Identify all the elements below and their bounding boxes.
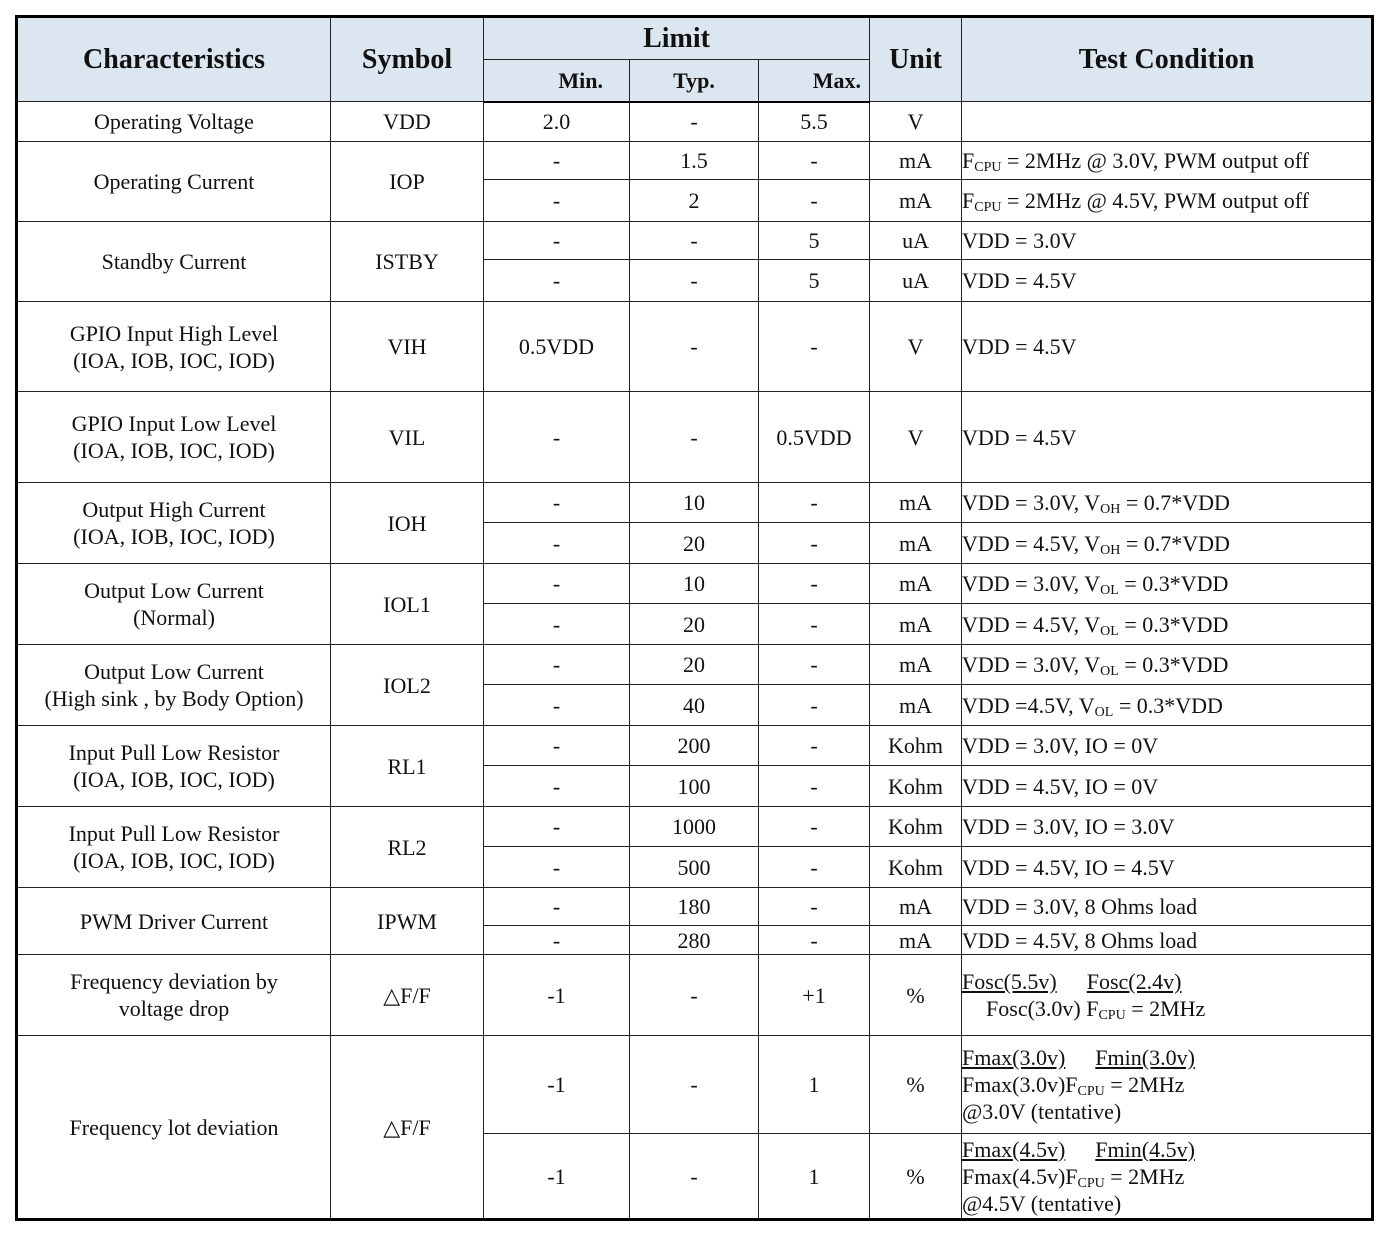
condition-cell: Fosc(5.5v) Fosc(2.4v) Fosc(3.0v) $F_{CPU} = 2MHz$ bbox=[962, 955, 1373, 1036]
min-cell: - bbox=[484, 645, 630, 685]
table-row bbox=[17, 222, 1373, 260]
condition-cell: VDD = 4.5V, $V_{OH} = 0.7*VDD$ bbox=[962, 523, 1373, 564]
unit-cell: mA bbox=[870, 645, 962, 685]
condition-cell: VDD = 4.5V bbox=[962, 392, 1373, 483]
unit-cell: mA bbox=[870, 142, 962, 180]
typ-cell: 500 bbox=[630, 847, 759, 888]
condition-cell: VDD = 3.0V, 8 Ohms load bbox=[962, 888, 1373, 926]
condition-cell: VDD = 3.0V, $V_{OL} = 0.3*VDD$ bbox=[962, 564, 1373, 604]
condition-cell: VDD = 3.0V, $V_{OL} = 0.3*VDD$ bbox=[962, 645, 1373, 685]
condition-cell bbox=[962, 102, 1373, 142]
characteristic-name: Standby Current bbox=[17, 222, 331, 302]
min-cell: - bbox=[484, 766, 630, 807]
symbol-cell: △F/F bbox=[331, 955, 484, 1036]
max-cell: - bbox=[759, 926, 870, 955]
symbol-cell: IOL2 bbox=[331, 645, 484, 726]
unit-cell: mA bbox=[870, 564, 962, 604]
table-row bbox=[17, 392, 1373, 483]
header-symbol: Symbol bbox=[331, 17, 484, 102]
electrical-characteristics-table bbox=[15, 15, 1374, 1221]
characteristic-name: Output High Current (IOA, IOB, IOC, IOD) bbox=[17, 483, 331, 564]
table-row bbox=[17, 1036, 1373, 1134]
max-cell: - bbox=[759, 766, 870, 807]
min-cell: - bbox=[484, 180, 630, 222]
min-cell: - bbox=[484, 392, 630, 483]
condition-cell: VDD = 4.5V, 8 Ohms load bbox=[962, 926, 1373, 955]
min-cell: - bbox=[484, 483, 630, 523]
condition-cell: VDD = 3.0V, IO = 3.0V bbox=[962, 807, 1373, 847]
header-limit: Limit bbox=[484, 17, 870, 60]
table-row bbox=[17, 645, 1373, 685]
characteristic-name: GPIO Input Low Level (IOA, IOB, IOC, IOD) bbox=[17, 392, 331, 483]
unit-cell: mA bbox=[870, 926, 962, 955]
min-cell: - bbox=[484, 523, 630, 564]
min-cell: - bbox=[484, 685, 630, 726]
symbol-cell: VIL bbox=[331, 392, 484, 483]
typ-cell: - bbox=[630, 955, 759, 1036]
characteristic-name: Output Low Current (High sink , by Body Option) bbox=[17, 645, 331, 726]
header-min: Min. bbox=[484, 60, 630, 102]
characteristic-name: GPIO Input High Level (IOA, IOB, IOC, IOD) bbox=[17, 302, 331, 392]
max-cell: - bbox=[759, 604, 870, 645]
min-cell: - bbox=[484, 926, 630, 955]
condition-cell: $F_{CPU} = 2MHz$ @ 3.0V, PWM output off bbox=[962, 142, 1373, 180]
table-row bbox=[17, 564, 1373, 604]
unit-cell: mA bbox=[870, 604, 962, 645]
unit-cell: Kohm bbox=[870, 726, 962, 766]
header-test-condition: Test Condition bbox=[962, 17, 1373, 102]
symbol-cell: ISTBY bbox=[331, 222, 484, 302]
max-cell: 1 bbox=[759, 1036, 870, 1134]
min-cell: - bbox=[484, 604, 630, 645]
condition-cell: VDD = 3.0V bbox=[962, 222, 1373, 260]
condition-cell: VDD = 4.5V, $V_{OL} = 0.3*VDD$ bbox=[962, 604, 1373, 645]
min-cell: 0.5VDD bbox=[484, 302, 630, 392]
max-cell: - bbox=[759, 180, 870, 222]
typ-cell: 200 bbox=[630, 726, 759, 766]
max-cell: 5.5 bbox=[759, 102, 870, 142]
max-cell: - bbox=[759, 645, 870, 685]
characteristic-name: Operating Current bbox=[17, 142, 331, 222]
header-characteristics: Characteristics bbox=[17, 17, 331, 102]
unit-cell: mA bbox=[870, 888, 962, 926]
typ-cell: 10 bbox=[630, 564, 759, 604]
table-row bbox=[17, 888, 1373, 926]
unit-cell: Kohm bbox=[870, 847, 962, 888]
header-unit: Unit bbox=[870, 17, 962, 102]
unit-cell: V bbox=[870, 302, 962, 392]
table-row bbox=[17, 807, 1373, 847]
table-row bbox=[17, 955, 1373, 1036]
typ-cell: 1000 bbox=[630, 807, 759, 847]
unit-cell: V bbox=[870, 102, 962, 142]
typ-cell: 10 bbox=[630, 483, 759, 523]
symbol-cell: RL2 bbox=[331, 807, 484, 888]
unit-cell: uA bbox=[870, 260, 962, 302]
condition-cell: VDD = 4.5V bbox=[962, 260, 1373, 302]
typ-cell: 20 bbox=[630, 645, 759, 685]
typ-cell: - bbox=[630, 222, 759, 260]
unit-cell: % bbox=[870, 1036, 962, 1134]
symbol-cell: IOL1 bbox=[331, 564, 484, 645]
unit-cell: % bbox=[870, 955, 962, 1036]
unit-cell: V bbox=[870, 392, 962, 483]
min-cell: - bbox=[484, 847, 630, 888]
typ-cell: - bbox=[630, 1134, 759, 1220]
unit-cell: % bbox=[870, 1134, 962, 1220]
max-cell: - bbox=[759, 888, 870, 926]
typ-cell: - bbox=[630, 302, 759, 392]
min-cell: -1 bbox=[484, 1036, 630, 1134]
max-cell: - bbox=[759, 847, 870, 888]
symbol-cell: RL1 bbox=[331, 726, 484, 807]
table-row bbox=[17, 142, 1373, 180]
max-cell: - bbox=[759, 483, 870, 523]
header-max: Max. bbox=[759, 60, 870, 102]
min-cell: -1 bbox=[484, 955, 630, 1036]
typ-cell: 20 bbox=[630, 604, 759, 645]
unit-cell: mA bbox=[870, 180, 962, 222]
symbol-cell: VIH bbox=[331, 302, 484, 392]
unit-cell: mA bbox=[870, 685, 962, 726]
min-cell: - bbox=[484, 222, 630, 260]
symbol-cell: IOP bbox=[331, 142, 484, 222]
header-typ: Typ. bbox=[630, 60, 759, 102]
typ-cell: 1.5 bbox=[630, 142, 759, 180]
max-cell: 1 bbox=[759, 1134, 870, 1220]
typ-cell: 280 bbox=[630, 926, 759, 955]
typ-cell: - bbox=[630, 260, 759, 302]
symbol-cell: VDD bbox=[331, 102, 484, 142]
symbol-cell: IOH bbox=[331, 483, 484, 564]
characteristic-name: Input Pull Low Resistor (IOA, IOB, IOC, IOD) bbox=[17, 726, 331, 807]
min-cell: 2.0 bbox=[484, 102, 630, 142]
min-cell: - bbox=[484, 260, 630, 302]
max-cell: - bbox=[759, 564, 870, 604]
unit-cell: mA bbox=[870, 523, 962, 564]
max-cell: - bbox=[759, 523, 870, 564]
condition-cell: VDD = 4.5V bbox=[962, 302, 1373, 392]
unit-cell: Kohm bbox=[870, 807, 962, 847]
min-cell: - bbox=[484, 726, 630, 766]
characteristic-name: Input Pull Low Resistor (IOA, IOB, IOC, IOD) bbox=[17, 807, 331, 888]
table-row bbox=[17, 726, 1373, 766]
typ-cell: 100 bbox=[630, 766, 759, 807]
condition-cell: VDD = 3.0V, IO = 0V bbox=[962, 726, 1373, 766]
symbol-cell: △F/F bbox=[331, 1036, 484, 1220]
characteristic-name: PWM Driver Current bbox=[17, 888, 331, 955]
unit-cell: uA bbox=[870, 222, 962, 260]
condition-cell: VDD =4.5V, $V_{OL} = 0.3*VDD$ bbox=[962, 685, 1373, 726]
max-cell: 5 bbox=[759, 260, 870, 302]
typ-cell: - bbox=[630, 1036, 759, 1134]
table-row bbox=[17, 483, 1373, 523]
max-cell: - bbox=[759, 807, 870, 847]
table-row bbox=[17, 102, 1373, 142]
min-cell: - bbox=[484, 888, 630, 926]
condition-cell: Fmax(3.0v) Fmin(3.0v) $Fmax(3.0v)F_{CPU} = 2MHz$ @3.0V (tentative) bbox=[962, 1036, 1373, 1134]
condition-cell: $F_{CPU} = 2MHz$ @ 4.5V, PWM output off bbox=[962, 180, 1373, 222]
unit-cell: Kohm bbox=[870, 766, 962, 807]
symbol-cell: IPWM bbox=[331, 888, 484, 955]
typ-cell: - bbox=[630, 102, 759, 142]
condition-cell: VDD = 4.5V, IO = 4.5V bbox=[962, 847, 1373, 888]
max-cell: - bbox=[759, 685, 870, 726]
unit-cell: mA bbox=[870, 483, 962, 523]
typ-cell: 20 bbox=[630, 523, 759, 564]
condition-cell: VDD = 4.5V, IO = 0V bbox=[962, 766, 1373, 807]
min-cell: -1 bbox=[484, 1134, 630, 1220]
condition-cell: VDD = 3.0V, $V_{OH} = 0.7*VDD$ bbox=[962, 483, 1373, 523]
typ-cell: - bbox=[630, 392, 759, 483]
typ-cell: 40 bbox=[630, 685, 759, 726]
max-cell: - bbox=[759, 302, 870, 392]
max-cell: - bbox=[759, 142, 870, 180]
typ-cell: 2 bbox=[630, 180, 759, 222]
max-cell: 5 bbox=[759, 222, 870, 260]
max-cell: 0.5VDD bbox=[759, 392, 870, 483]
min-cell: - bbox=[484, 564, 630, 604]
characteristic-name: Frequency lot deviation bbox=[17, 1036, 331, 1220]
typ-cell: 180 bbox=[630, 888, 759, 926]
min-cell: - bbox=[484, 807, 630, 847]
max-cell: +1 bbox=[759, 955, 870, 1036]
min-cell: - bbox=[484, 142, 630, 180]
characteristic-name: Frequency deviation by voltage drop bbox=[17, 955, 331, 1036]
condition-cell: Fmax(4.5v) Fmin(4.5v) $Fmax(4.5v)F_{CPU} = 2MHz$ @4.5V (tentative) bbox=[962, 1134, 1373, 1220]
characteristic-name: Operating Voltage bbox=[17, 102, 331, 142]
table-row bbox=[17, 302, 1373, 392]
characteristic-name: Output Low Current (Normal) bbox=[17, 564, 331, 645]
max-cell: - bbox=[759, 726, 870, 766]
